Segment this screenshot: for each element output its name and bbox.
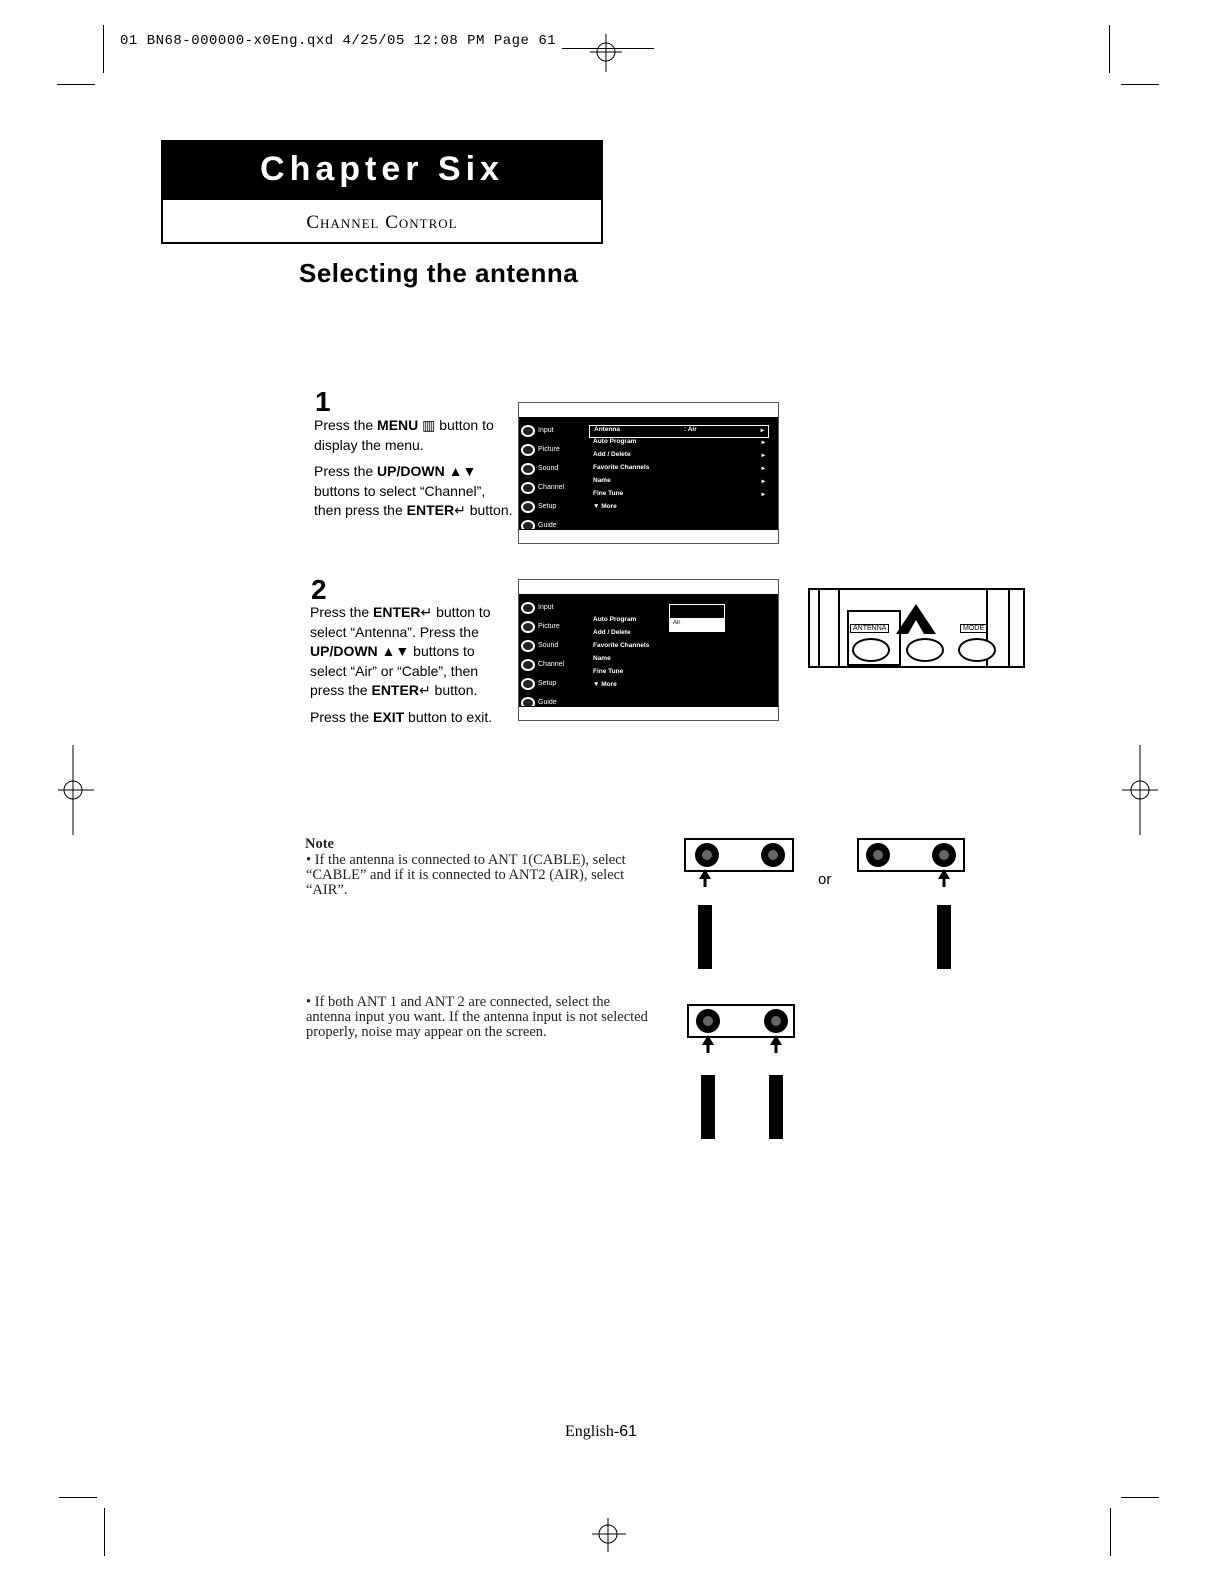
or-label: or (818, 871, 832, 888)
step-paragraph: Press the ENTER↵ button to select “Antenna”. Press the UP/DOWN ▲▼ buttons to select “Air” or “Cable”, then press the ENTER↵ button. (310, 604, 491, 698)
menu-category-icon (521, 640, 535, 652)
page-number: 61 (619, 1423, 638, 1440)
menu-category-icon (521, 444, 535, 456)
mode-button (958, 638, 996, 662)
menu-help-bar (519, 706, 778, 720)
menu-item: Add / Delete ▸ (593, 451, 765, 459)
step-number: 1 (315, 386, 331, 417)
menu-item: Fine Tune (593, 668, 624, 675)
menu-category-icon (521, 425, 535, 437)
menu-title-bar (519, 580, 778, 595)
footer-language: English- (565, 1423, 620, 1440)
menu-item: Auto Program ▸ (593, 438, 765, 446)
note-item: • If the antenna is connected to ANT 1(CABLE), select “CABLE” and if it is connected to ANT2 (AIR), select “AIR”. (306, 852, 626, 898)
crop-mark (1121, 84, 1159, 85)
crop-mark (1109, 25, 1110, 73)
page-footer (565, 1423, 637, 1441)
antenna-connection-diagram (856, 825, 971, 975)
antenna-button-label: ANTENNA (850, 624, 889, 633)
section-title: Selecting the antenna (299, 258, 579, 288)
registration-target-icon (1118, 745, 1158, 835)
note-item: • If both ANT 1 and ANT 2 are connected, select the antenna input you want. If the antenna input is not selected properly, noise may appear on the screen. (306, 994, 648, 1040)
menu-title-bar (519, 403, 778, 418)
menu-category-icon (521, 621, 535, 633)
menu-item: Antenna : Air ▸ (589, 425, 769, 438)
crop-mark (1110, 1508, 1111, 1556)
menu-category-icon (521, 678, 535, 690)
print-header: 01 BN68-000000-x0Eng.qxd 4/25/05 12:08 PM Page 61 (120, 33, 557, 49)
step-1-text (314, 416, 514, 528)
menu-sidebar-item: Sound (521, 636, 577, 655)
mode-button-label: MODE (960, 624, 987, 633)
menu-help-bar (519, 529, 778, 543)
menu-sidebar-item: Channel (521, 478, 577, 497)
antenna-popup-option: Air (669, 618, 725, 632)
menu-sidebar-item: Guide (521, 693, 577, 712)
menu-sidebar-item: Sound (521, 459, 577, 478)
step-paragraph: Press the EXIT button to exit. (310, 708, 493, 725)
channel-menu-list (589, 425, 769, 516)
step-paragraph: Press the MENU ▥ button to display the menu. (314, 417, 494, 453)
menu-item: Favorite Channels ▸ (593, 464, 765, 472)
menu-sidebar-item: Picture (521, 440, 577, 459)
remote-button (906, 638, 944, 662)
menu-sidebar-item: Setup (521, 497, 577, 516)
menu-sidebar (521, 598, 577, 712)
menu-category-icon (521, 463, 535, 475)
registration-target-icon (58, 745, 98, 835)
menu-item: Name ▸ (593, 477, 765, 485)
chapter-title-bar (163, 142, 601, 200)
tv-menu-screen (518, 579, 779, 721)
menu-sidebar-item: Channel (521, 655, 577, 674)
crop-mark (103, 25, 104, 73)
menu-item: Add / Delete (593, 629, 631, 636)
menu-category-icon (521, 501, 535, 513)
crop-mark (57, 84, 95, 85)
menu-item: Favorite Channels (593, 642, 650, 649)
menu-item: Fine Tune ▸ (593, 490, 765, 498)
step-number: 2 (311, 574, 327, 605)
registration-target-icon (588, 34, 628, 74)
note-heading: Note (305, 836, 334, 852)
menu-item: Name (593, 655, 611, 662)
chapter-title: Chapter Six (260, 150, 504, 188)
crop-mark (104, 1508, 105, 1556)
antenna-connection-diagram (686, 985, 801, 1145)
crop-mark (1121, 1497, 1159, 1498)
menu-category-icon (521, 602, 535, 614)
chapter-subtitle: Channel Control (306, 212, 458, 233)
menu-item: ▼ More (593, 681, 617, 688)
menu-category-icon (521, 482, 535, 494)
menu-item: Auto Program (593, 616, 637, 623)
menu-item: ▼ More (593, 503, 617, 510)
pointer-arrow-icon (896, 604, 936, 636)
menu-sidebar (521, 421, 577, 535)
tv-menu-screen (518, 402, 779, 544)
step-paragraph: Press the UP/DOWN ▲▼ buttons to select “Channel”, then press the ENTER↵ button. (314, 463, 513, 518)
chapter-box (161, 140, 603, 244)
menu-category-icon (521, 659, 535, 671)
menu-sidebar-item: Setup (521, 674, 577, 693)
step-2-text (310, 603, 510, 734)
menu-sidebar-item: Picture (521, 617, 577, 636)
antenna-connection-diagram (683, 825, 798, 975)
menu-sidebar-item: Guide (521, 516, 577, 535)
antenna-button (852, 638, 890, 662)
menu-sidebar-item: Input (521, 421, 577, 440)
crop-mark (59, 1497, 97, 1498)
menu-sidebar-item: Input (521, 598, 577, 617)
remote-control-illustration (808, 588, 1025, 668)
registration-target-icon (592, 1518, 628, 1554)
